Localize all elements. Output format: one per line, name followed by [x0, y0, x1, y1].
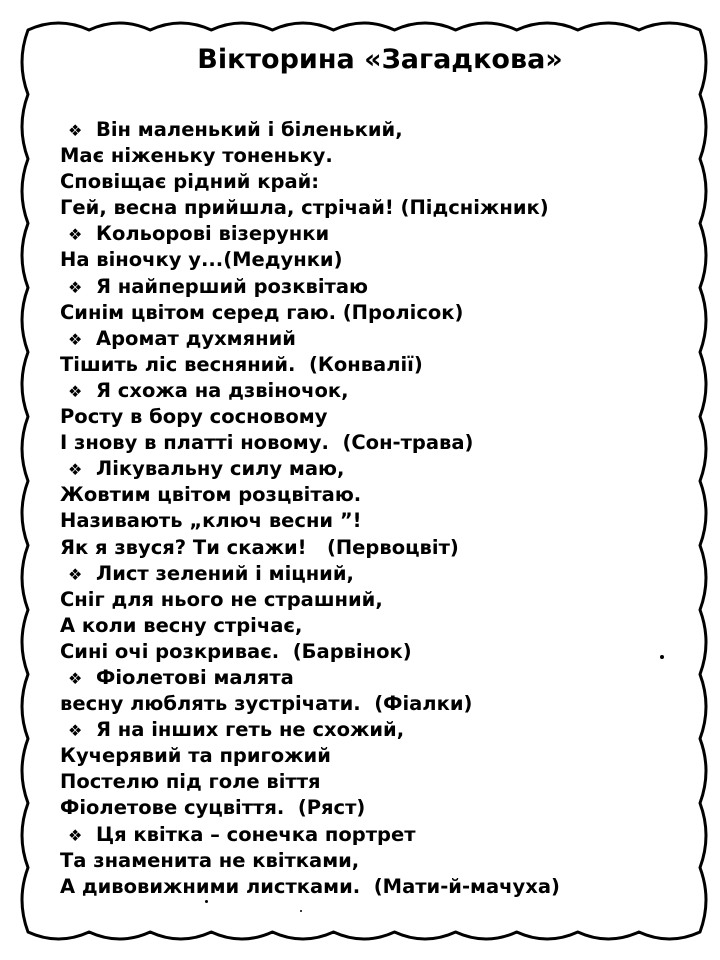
riddle-text: Постелю під голе віття: [60, 770, 321, 794]
riddle-text: Має ніженьку тоненьку.: [60, 144, 333, 168]
riddle-text: Фіолетові малята: [96, 665, 294, 689]
riddle-text: А дивовижними листками. (Мати-й-мачуха): [60, 874, 560, 898]
riddle-line: [60, 587, 680, 613]
riddle-text: Та знаменита не квітками,: [60, 848, 360, 872]
bullet-diamond-icon: ❖: [68, 721, 83, 741]
bullet-diamond-icon: ❖: [68, 564, 83, 584]
riddle-text: Називають „ключ весни ”!: [60, 509, 362, 533]
riddle-text: На віночку у...(Медунки): [60, 248, 343, 272]
bullet-diamond-icon: ❖: [68, 225, 83, 245]
riddle-line: [60, 404, 680, 430]
riddle-line: [60, 848, 680, 874]
riddle-text: І знову в платті новому. (Сон-трава): [60, 431, 474, 455]
riddle-list: [60, 117, 680, 900]
bullet-diamond-icon: ❖: [68, 460, 83, 480]
riddle-line: [60, 352, 680, 378]
riddle-first-line: [60, 221, 680, 247]
riddle-line: [60, 143, 680, 169]
riddle-text: Сніг для нього не страшний,: [60, 587, 383, 611]
riddle-first-line: [60, 117, 680, 143]
riddle-text: Аромат духмяний: [96, 326, 296, 350]
riddle-first-line: [60, 665, 680, 691]
riddle-first-line: [60, 717, 680, 743]
riddle-first-line: [60, 274, 680, 300]
riddle-text: Лікувальну силу маю,: [96, 457, 345, 481]
riddle-text: Я на інших геть не схожий,: [96, 718, 405, 742]
riddle-first-line: [60, 822, 680, 848]
riddle-text: Фіолетове суцвіття. (Ряст): [60, 796, 366, 820]
riddle-line: [60, 300, 680, 326]
riddle-line: [60, 508, 680, 534]
riddle-text: Росту в бору сосновому: [60, 405, 328, 429]
riddle-line: [60, 535, 680, 561]
bullet-diamond-icon: ❖: [68, 121, 83, 140]
riddle-text: Він маленький і біленький,: [96, 118, 403, 141]
riddle-line: [60, 169, 680, 195]
riddle-text: Кольорові візерунки: [96, 222, 330, 246]
riddle-text: весну люблять зустрічати. (Фіалки): [60, 692, 473, 716]
riddle-line: [60, 195, 680, 221]
bullet-diamond-icon: ❖: [68, 381, 83, 401]
riddle-first-line: [60, 326, 680, 352]
dust-speck: [205, 900, 208, 903]
riddle-text: Кучерявий та пригожий: [60, 744, 331, 768]
riddle-first-line: [60, 456, 680, 482]
dust-speck: [660, 655, 664, 659]
bullet-diamond-icon: ❖: [68, 329, 83, 349]
riddle-line: [60, 247, 680, 273]
riddle-line: [60, 795, 680, 821]
riddle-text: Жовтим цвітом розцвітаю.: [60, 483, 362, 507]
riddle-text: Я схожа на дзвіночок,: [96, 378, 349, 402]
riddle-line: [60, 613, 680, 639]
riddle-line: [60, 769, 680, 795]
riddle-text: Сині очі розкриває. (Барвінок): [60, 639, 412, 663]
riddle-line: [60, 874, 680, 900]
riddle-text: Лист зелений і міцний,: [96, 561, 354, 585]
riddle-first-line: [60, 378, 680, 404]
riddle-text: Синім цвітом серед гаю. (Пролісок): [60, 300, 464, 324]
riddle-text: Ця квітка – сонечка портрет: [96, 822, 416, 846]
riddle-line: [60, 639, 680, 665]
dust-speck: [300, 910, 302, 912]
riddle-line: [60, 482, 680, 508]
riddle-line: [60, 691, 680, 717]
riddle-line: [60, 430, 680, 456]
riddle-text: Тішить ліс весняний. (Конвалії): [60, 352, 423, 376]
riddle-first-line: [60, 561, 680, 587]
riddle-text: Гей, весна прийшла, стрічай! (Підсніжник): [60, 196, 549, 220]
bullet-diamond-icon: ❖: [68, 825, 83, 845]
riddle-text: А коли весну стрічає,: [60, 613, 303, 637]
bullet-diamond-icon: ❖: [68, 668, 83, 688]
riddle-text: Сповіщає рідний край:: [60, 170, 320, 194]
riddle-line: [60, 743, 680, 769]
riddle-text: Як я звуся? Ти скажи! (Первоцвіт): [60, 535, 459, 559]
page-title: Вікторина «Загадкова»: [197, 44, 563, 75]
riddle-text: Я найперший розквітаю: [96, 274, 368, 298]
bullet-diamond-icon: ❖: [68, 277, 83, 297]
